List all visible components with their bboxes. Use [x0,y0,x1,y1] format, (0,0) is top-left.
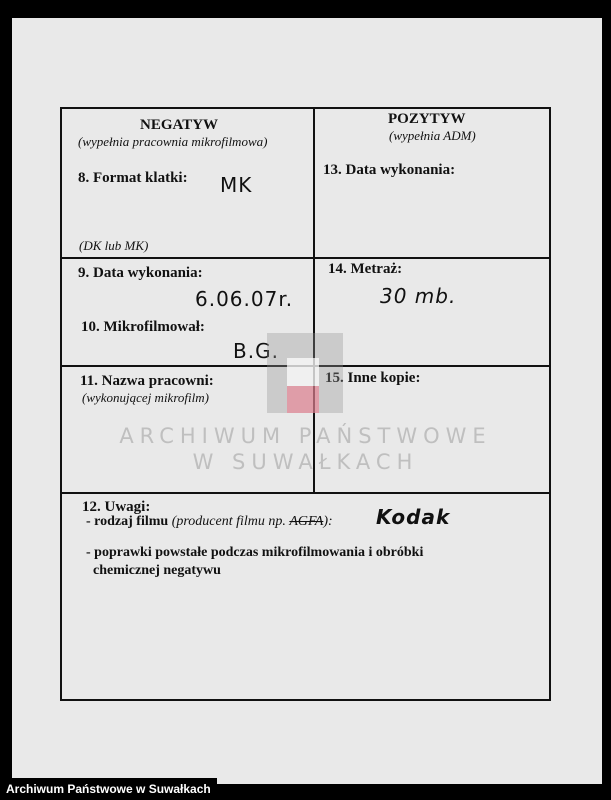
film-type-value: Kodak [376,505,451,529]
field11-hint: (wykonującej mikrofilm) [82,390,209,405]
archive-footer-label: Archiwum Państwowe w Suwałkach [0,778,217,800]
corrections-line2: chemicznej negatywu [93,563,221,578]
field8-value: MK [220,173,253,197]
negatyw-subtitle: (wypełnia pracownia mikrofilmowa) [78,134,268,149]
negatyw-title: NEGATYW [140,117,219,133]
field15-label: 15. Inne kopie: [325,370,421,386]
row-divider [61,492,550,494]
film-type-line [86,514,333,530]
film-type-label: - rodzaj filmu [86,514,169,529]
watermark-line2: W SUWAŁKACH [192,450,419,474]
watermark-line1: ARCHIWUM PAŃSTWOWE [119,424,492,448]
field10-value: B.G. [233,339,279,363]
film-type-struck-example: AGFA [289,514,324,529]
field14-label: 14. Metraż: [328,261,403,277]
field10-label: 10. Mikrofilmował: [81,319,205,335]
field12-label: 12. Uwagi: [82,499,151,515]
field9-label: 9. Data wykonania: [78,265,203,281]
film-type-hint: (producent filmu np. [171,514,286,529]
pozytyw-title: POZYTYW [388,111,466,127]
film-type-hint-end: ): [323,514,333,529]
field8-hint: (DK lub MK) [79,238,149,253]
corrections-line1: - poprawki powstałe podczas mikrofilmowania i obróbki [86,545,424,560]
field9-value: 6.06.07r. [195,287,294,311]
field8-label: 8. Format klatki: [78,170,188,186]
row-divider [61,257,550,259]
archive-logo-watermark [267,333,343,413]
field11-label: 11. Nazwa pracowni: [80,373,214,389]
field13-label: 13. Data wykonania: [323,162,456,178]
pozytyw-subtitle: (wypełnia ADM) [389,128,476,143]
field14-value: 30 mb. [380,284,457,308]
